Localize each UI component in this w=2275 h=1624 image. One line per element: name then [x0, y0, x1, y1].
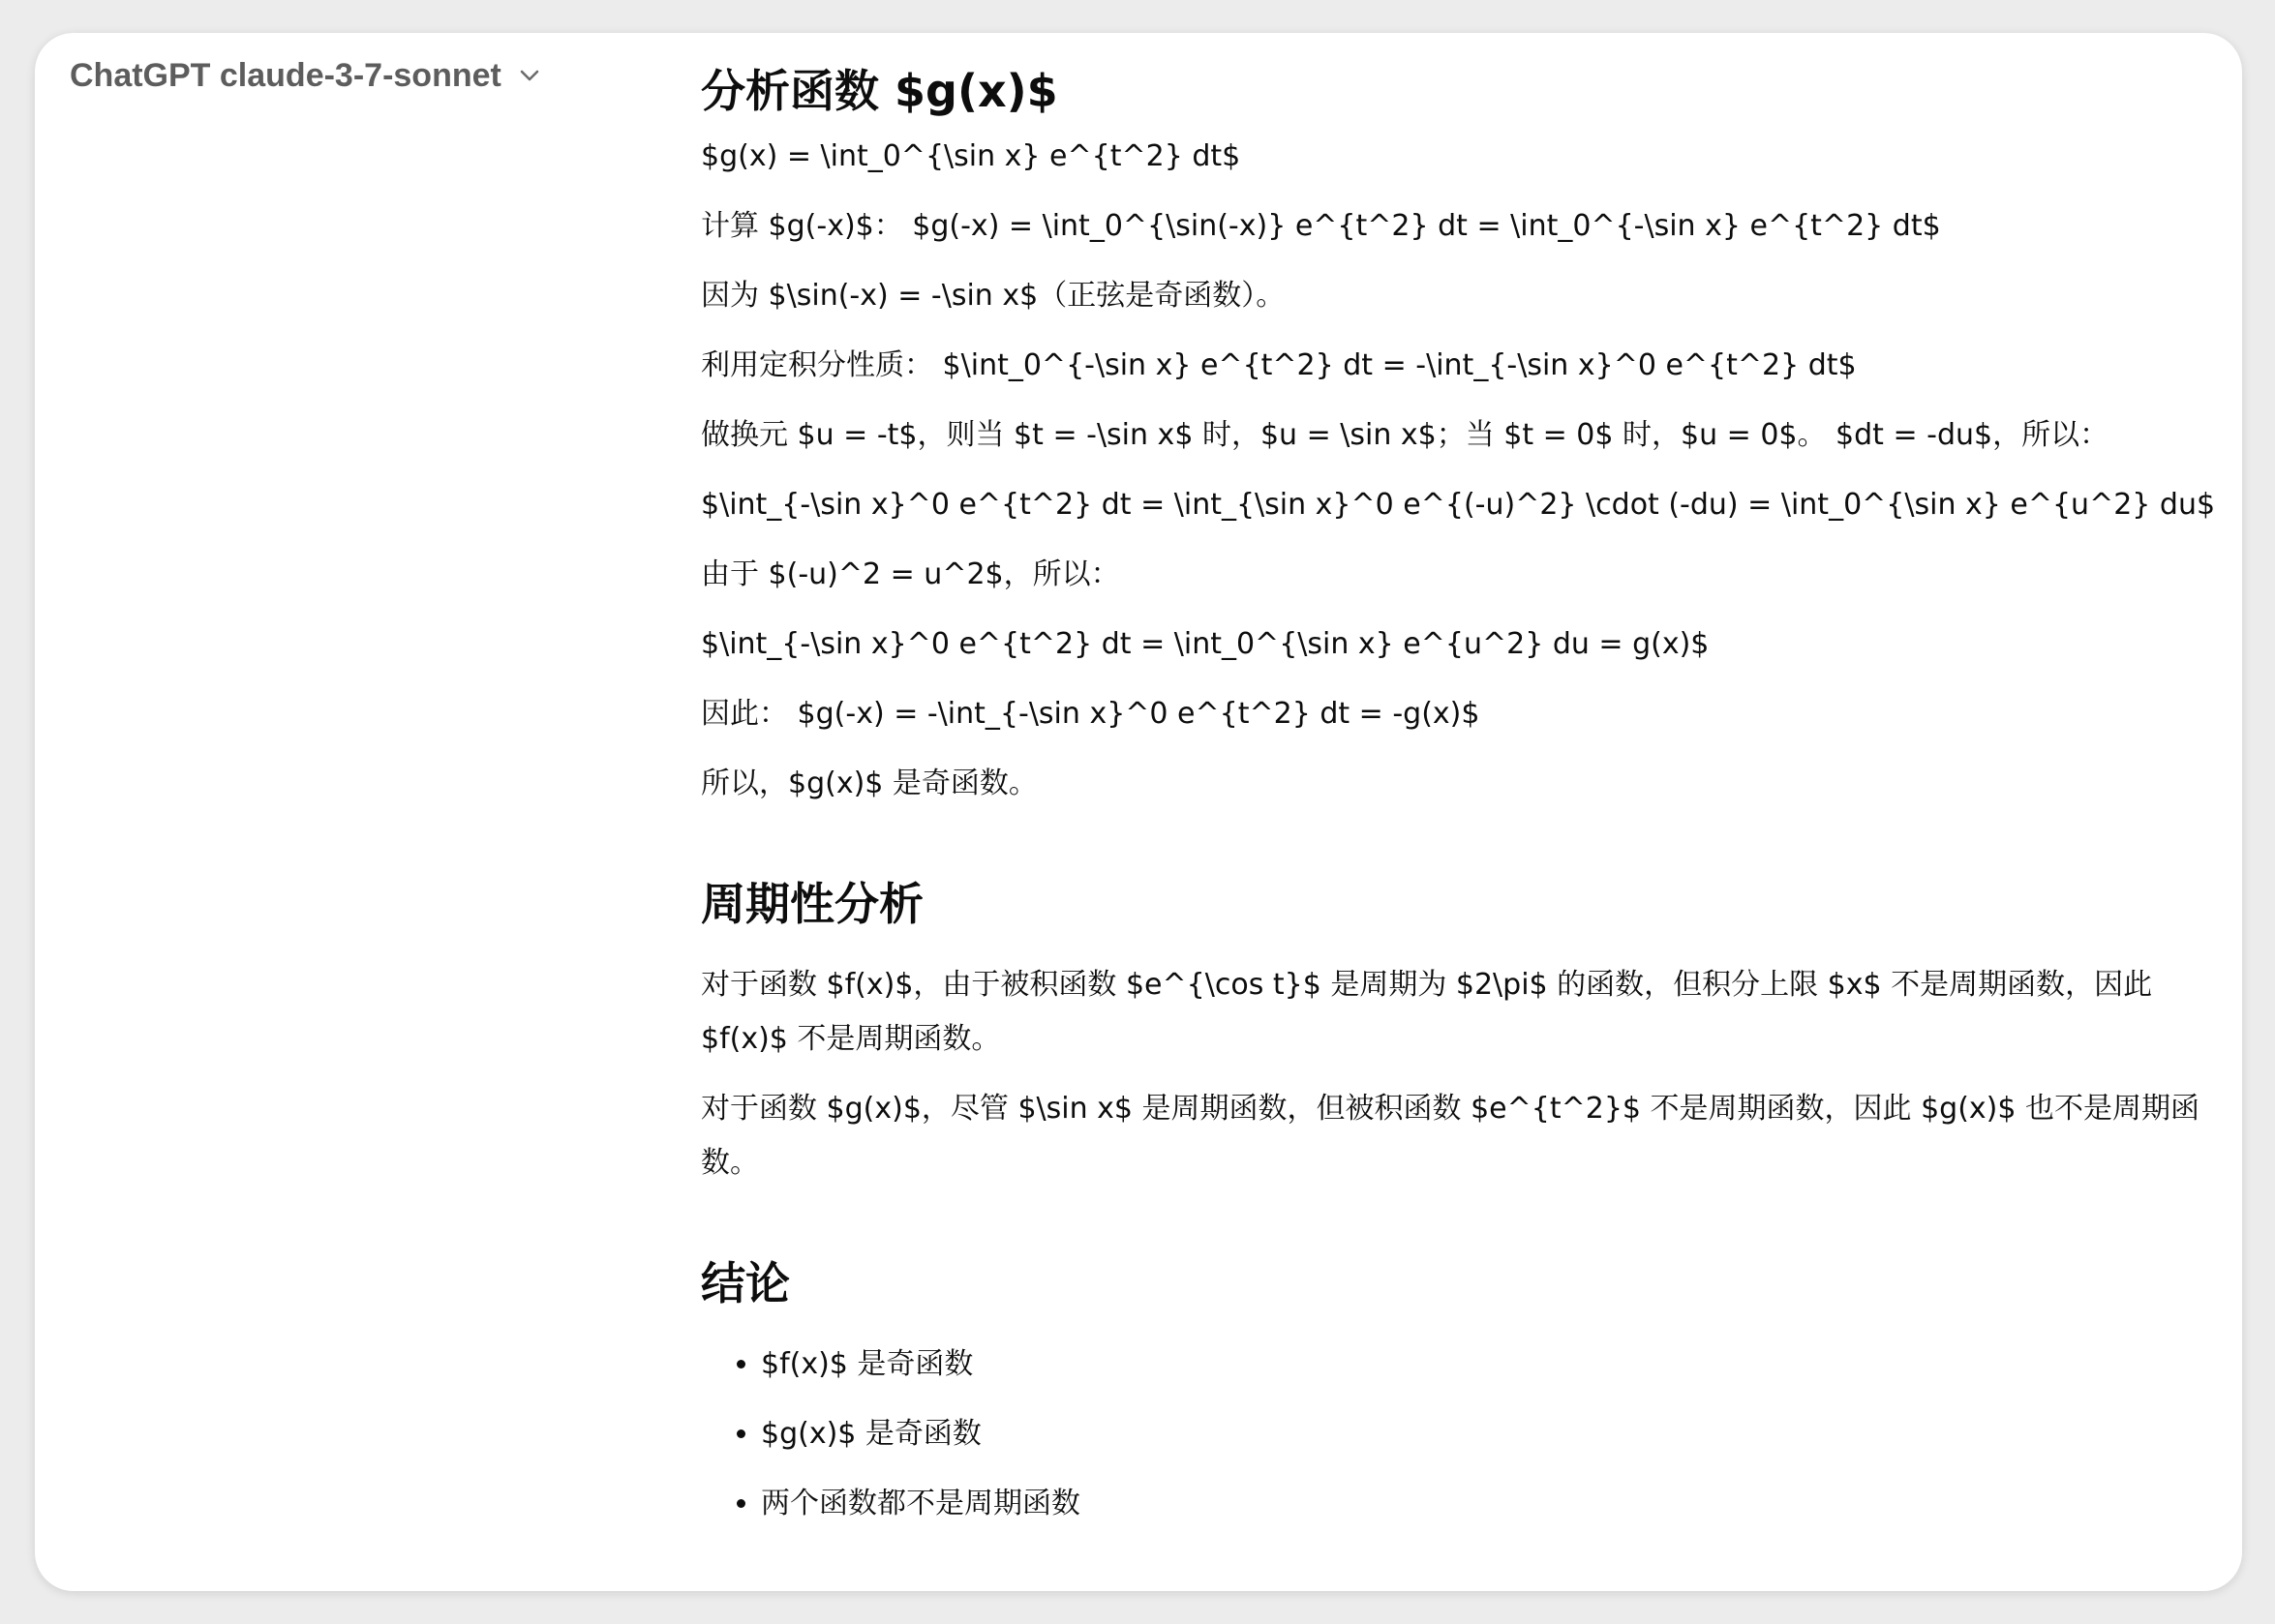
message-paragraph: 因为 $\sin(-x) = -\sin x$（正弦是奇函数）。: [701, 279, 1286, 313]
section-heading-g-analysis: 分析函数 $g(x)$: [701, 65, 1058, 117]
chat-window: [35, 33, 2242, 1591]
message-paragraph: 计算 $g(-x)$： $g(-x) = \int_0^{\sin(-x)} e^{t^2} dt = \int_0^{-\sin x} e^{t^2} dt$: [701, 209, 1941, 243]
list-item: • $f(x)$ 是奇函数: [761, 1338, 2230, 1392]
section-heading-conclusion: 结论: [701, 1257, 790, 1309]
message-paragraph: $\int_{-\sin x}^0 e^{t^2} dt = \int_{\sin x}^0 e^{(-u)^2} \cdot (-du) = \int_0^{\sin x} e^{u^2} du$: [701, 488, 2216, 522]
message-paragraph: 由于 $(-u)^2 = u^2$，所以：: [701, 557, 1120, 591]
message-paragraph: 所以，$g(x)$ 是奇函数。: [701, 767, 1038, 800]
chevron-down-icon[interactable]: [515, 61, 544, 90]
message-paragraph: 因此： $g(-x) = -\int_{-\sin x}^0 e^{t^2} dt = -g(x)$: [701, 697, 1480, 731]
message-paragraph: 对于函数 $g(x)$，尽管 $\sin x$ 是周期函数，但被积函数 $e^{t^2}$ 不是周期函数，因此 $g(x)$ 也不是周期函数。: [701, 1092, 2199, 1180]
section-heading-periodicity: 周期性分析: [701, 878, 924, 930]
model-name: ChatGPT claude-3-7-sonnet: [70, 56, 501, 94]
message-paragraph: $\int_{-\sin x}^0 e^{t^2} dt = \int_0^{\sin x} e^{u^2} du = g(x)$: [701, 627, 1710, 661]
message-paragraph: 做换元 $u = -t$，则当 $t = -\sin x$ 时，$u = \sin x$；当 $t = 0$ 时，$u = 0$。 $dt = -du$，所以：: [701, 418, 2109, 452]
list-item: • 两个函数都不是周期函数: [761, 1477, 2230, 1531]
list-item: • $g(x)$ 是奇函数: [761, 1407, 2230, 1461]
conclusion-list: [701, 1338, 2230, 1531]
message-paragraph: 对于函数 $f(x)$，由于被积函数 $e^{\cos t}$ 是周期为 $2\pi$ 的函数，但积分上限 $x$ 不是周期函数，因此 $f(x)$ 不是周期函数。: [701, 968, 2153, 1056]
assistant-message: [701, 52, 2230, 1547]
model-switcher[interactable]: [70, 48, 544, 103]
message-paragraph: 利用定积分性质： $\int_0^{-\sin x} e^{t^2} dt = -\int_{-\sin x}^0 e^{t^2} dt$: [701, 348, 1857, 382]
message-paragraph: $g(x) = \int_0^{\sin x} e^{t^2} dt$: [701, 139, 1241, 173]
